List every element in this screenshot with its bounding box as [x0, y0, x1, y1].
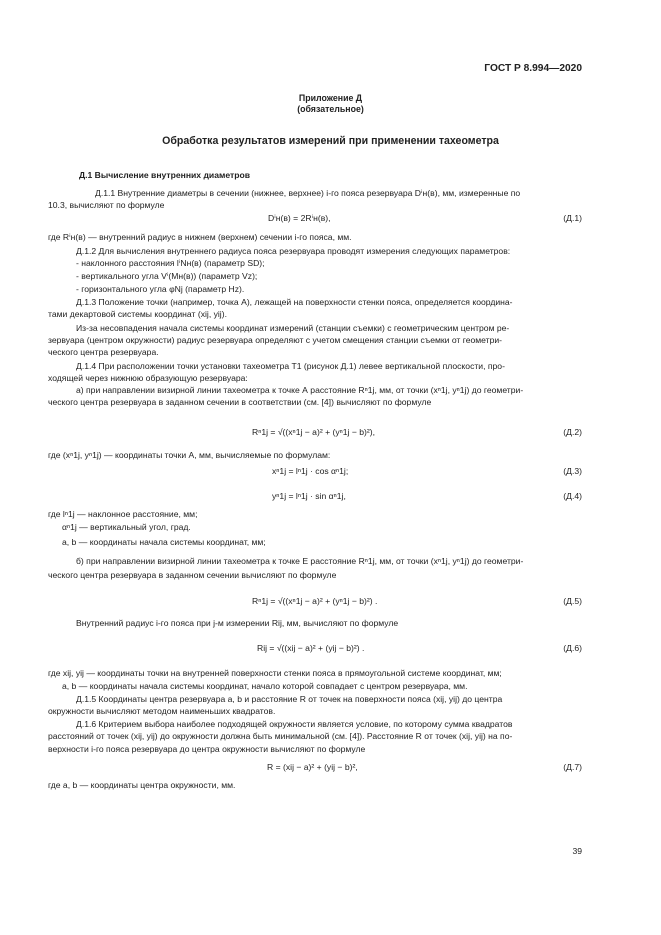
equation-number: (Д.4)	[563, 491, 582, 501]
equation-d5: Rⁿ1j = √((xⁿ1j − a)² + (yⁿ1j − b)²) .	[252, 596, 378, 606]
equation-number: (Д.1)	[563, 213, 582, 223]
text-line: Д.1.4 При расположении точки установки тахеометра Т1 (рисунок Д.1) левее вертикальной плоскости, про-	[76, 361, 505, 371]
text-line: где a, b — координаты центра окружности, мм.	[48, 780, 236, 790]
text-line: - наклонного расстояния lⁱNн(в) (параметр SD);	[76, 258, 265, 268]
page-number: 39	[572, 846, 582, 856]
text-line: тами декартовой системы координат (xij, yij).	[48, 309, 227, 319]
equation-number: (Д.2)	[563, 427, 582, 437]
text-line: - горизонтального угла φNj (параметр Hz).	[76, 284, 245, 294]
text-line: Д.1.3 Положение точки (например, точка А), лежащей на поверхности стенки пояса, определяется координа-	[76, 297, 513, 307]
equation-d4: yⁿ1j = lⁿ1j · sin αⁿ1j,	[272, 491, 346, 501]
text-line: Д.1.5 Координаты центра резервуара a, b и расстояние R от точек на поверхности пояса (xij, yij) до центра	[76, 694, 503, 704]
text-line: а) при направлении визирной линии тахеометра к точке А расстояние Rⁿ1j, мм, от точки (xⁿ1j, yⁿ1j) до геометри-	[76, 385, 524, 395]
equation-d1: Dⁱн(в) = 2Rⁱн(в),	[268, 213, 331, 223]
text-line: окружности вычисляют методом наименьших квадратов.	[48, 706, 276, 716]
equation-d7: R = (xij − a)² + (yij − b)²,	[267, 762, 358, 772]
text-line: 10.3, вычисляют по формуле	[48, 200, 165, 210]
text-line: Д.1.2 Для вычисления внутреннего радиуса пояса резервуара проводят измерения следующих параметров:	[76, 246, 511, 256]
equation-number: (Д.5)	[563, 596, 582, 606]
text-line: где Rⁱн(в) — внутренний радиус в нижнем (верхнем) сечении i-го пояса, мм.	[48, 232, 352, 242]
text-line: a, b — координаты начала системы координат, мм;	[62, 537, 266, 547]
section-title: Д.1 Вычисление внутренних диаметров	[79, 170, 250, 180]
text-line: зервуара (центром окружности) радиус резервуара определяют с учетом смещения станции съемки от геометри-	[48, 335, 503, 345]
document-standard-code: ГОСТ Р 8.994—2020	[484, 63, 582, 74]
equation-d2: Rⁿ1j = √((xⁿ1j − a)² + (yⁿ1j − b)²),	[252, 427, 376, 437]
text-line: a, b — координаты начала системы координат, начало которой совпадает с центром резервуара, мм.	[62, 681, 468, 691]
text-line: расстояний от точек (xij, yij) до окружности должна быть минимальной (см. [4]). Расстояние R от точек (xij, yij) на по-	[48, 731, 513, 741]
text-line: б) при направлении визирной линии тахеометра к точке Е расстояние Rⁿ1j, мм, от точки (xⁿ1j, yⁿ1j) до геометри-	[76, 556, 524, 566]
text-line: Д.1.1 Внутренние диаметры в сечении (нижнее, верхнее) i-го пояса резервуара Dⁱн(в), мм, измеренные по	[95, 188, 521, 198]
equation-number: (Д.3)	[563, 466, 582, 476]
text-line: где lⁿ1j — наклонное расстояние, мм;	[48, 509, 198, 519]
text-line: ческого центра резервуара в заданном сечении вычисляют по формуле	[48, 570, 337, 580]
text-line: Внутренний радиус i-го пояса при j-м измерении Rij, мм, вычисляют по формуле	[76, 618, 399, 628]
text-line: верхности i-го пояса резервуара до центра окружности вычисляют по формуле	[48, 744, 366, 754]
equation-d3: xⁿ1j = lⁿ1j · cos αⁿ1j;	[272, 466, 349, 476]
appendix-status: (обязательное)	[297, 104, 364, 114]
text-line: ходящей через нижнюю образующую резервуара:	[48, 373, 248, 383]
text-line: - вертикального угла Vⁱ(Мн(в)) (параметр Vz);	[76, 271, 258, 281]
text-line: Д.1.6 Критерием выбора наиболее подходящей окружности является условие, по которому сумма квадратов	[76, 719, 513, 729]
text-line: ческого центра резервуара.	[48, 347, 159, 357]
text-line: αⁿ1j — вертикальный угол, град.	[62, 522, 191, 532]
text-line: где xij, yij — координаты точки на внутренней поверхности стенки пояса в прямоугольной системе координат, мм;	[48, 668, 502, 678]
text-line: Из-за несовпадения начала системы координат измерений (станции съемки) с геометрическим центром ре-	[76, 323, 510, 333]
equation-d6: Rij = √((xij − a)² + (yij − b)²) .	[257, 643, 365, 653]
equation-number: (Д.6)	[563, 643, 582, 653]
text-line: ческого центра резервуара в заданном сечении в соответствии (см. [4]) вычисляют по формуле	[48, 397, 432, 407]
text-line: где (xⁿ1j, yⁿ1j) — координаты точки А, мм, вычисляемые по формулам:	[48, 450, 331, 460]
appendix-title: Приложение Д	[298, 93, 363, 103]
equation-number: (Д.7)	[563, 762, 582, 772]
main-title: Обработка результатов измерений при применении тахеометра	[162, 135, 499, 147]
